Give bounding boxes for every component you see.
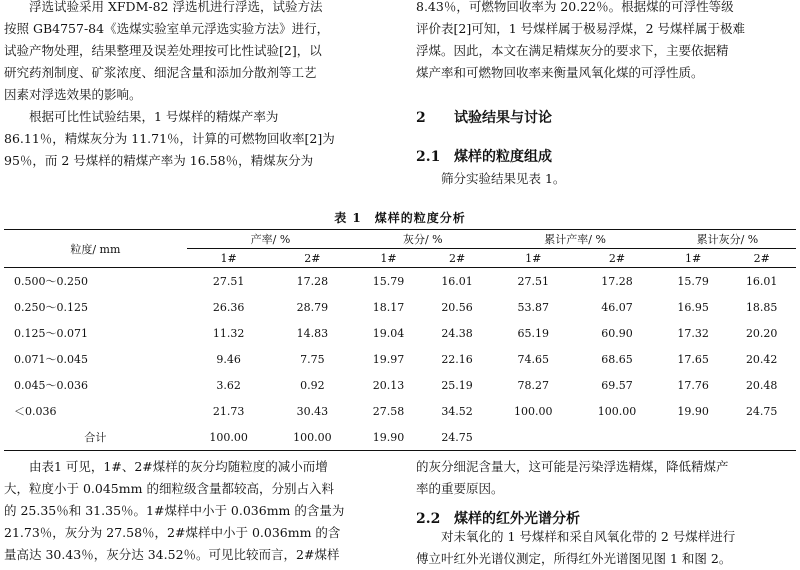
value-cell: 3.62 <box>216 378 241 392</box>
text-line: 由表1 可见，1#、2#煤样的灰分均随粒度的减小而增 <box>29 459 328 474</box>
value-cell: 27.58 <box>372 404 405 418</box>
text-line: 对未氧化的 1 号煤样和采自风氧化带的 2 号煤样进行 <box>441 529 736 544</box>
value-cell: 24.75 <box>423 424 492 451</box>
value-cell: 24.75 <box>745 404 778 418</box>
sub-header: 1# <box>659 249 728 268</box>
value-cell: 15.79 <box>372 274 405 288</box>
value-cell <box>727 424 796 451</box>
text-line: 86.11％，精煤灰分为 11.71％，计算的可燃物回收率[2]为 <box>4 131 335 146</box>
value-cell: 16.01 <box>745 274 778 288</box>
value-cell <box>491 424 575 451</box>
text-line: 根据可比性试验结果，1 号煤样的精煤产率为 <box>29 109 279 124</box>
text-line: 浮选试验采用 XFDM-82 浮选机进行浮选，试验方法 <box>29 0 323 14</box>
sub-header: 1# <box>187 249 271 268</box>
text-line: 浮煤。因此，本文在满足精煤灰分的要求下，主要依据精 <box>416 43 729 58</box>
text-line: 8.43％，可燃物回收率为 20.22％。根据煤的可浮性等级 <box>416 0 734 14</box>
table-row <box>4 268 796 295</box>
sub-header: 2# <box>727 249 796 268</box>
size-cell: 0.045～0.036 <box>14 379 88 392</box>
right-bottom-paragraph <box>416 456 796 500</box>
value-cell: 17.65 <box>677 352 709 366</box>
value-cell <box>659 424 728 451</box>
value-cell: 14.83 <box>296 326 329 340</box>
value-cell: 69.57 <box>601 378 633 392</box>
value-cell: 74.65 <box>517 352 549 366</box>
group-header: 灰分/ % <box>354 230 491 249</box>
value-cell: 11.32 <box>212 326 245 340</box>
size-cell: 0.125～0.071 <box>14 327 88 340</box>
value-cell: 27.51 <box>517 274 549 288</box>
value-cell: 16.95 <box>677 300 709 314</box>
value-cell: 20.13 <box>372 378 405 392</box>
text-line: 量高达 30.43％，灰分达 34.52％。可见比较而言，2#煤样 <box>4 547 340 562</box>
value-cell: 100.00 <box>597 404 637 418</box>
section-title: 煤样的红外光谱分析 <box>454 511 580 527</box>
value-cell: 16.01 <box>441 274 473 288</box>
group-header: 累计产率/ % <box>491 230 659 249</box>
section-heading-2 <box>416 107 552 127</box>
value-cell: 60.90 <box>601 326 633 340</box>
text-line: 率的重要原因。 <box>416 481 504 496</box>
value-cell: 21.73 <box>212 404 245 418</box>
value-cell: 26.36 <box>212 300 245 314</box>
table-row <box>4 372 796 398</box>
value-cell: 20.48 <box>745 378 778 392</box>
section-2-1-text: 筛分实验结果见表 1。 <box>441 171 566 186</box>
sub-header: 1# <box>491 249 575 268</box>
sub-header: 2# <box>423 249 492 268</box>
value-cell: 20.20 <box>745 326 778 340</box>
right-top-paragraph <box>416 0 796 84</box>
value-cell: 15.79 <box>677 274 709 288</box>
text-line: 按照 GB4757-84《选煤实验室单元浮选实验方法》进行， <box>4 21 330 36</box>
value-cell: 65.19 <box>517 326 549 340</box>
size-cell: 0.250～0.125 <box>14 301 88 314</box>
section-title: 试验结果与讨论 <box>454 110 552 126</box>
section-title: 煤样的粒度组成 <box>454 149 552 165</box>
section-number: 2.2 <box>416 511 441 527</box>
section-heading-2-1 <box>416 146 552 166</box>
text-line: 的灰分细泥含量大，这可能是污染浮选精煤，降低精煤产 <box>416 459 729 474</box>
left-bottom-paragraph <box>4 456 384 566</box>
left-top-paragraph <box>4 0 384 172</box>
value-cell: 28.79 <box>296 300 329 314</box>
size-cell: ＜0.036 <box>14 405 57 418</box>
section-number: 2 <box>416 110 426 126</box>
value-cell: 27.51 <box>212 274 245 288</box>
group-header: 产率/ % <box>187 230 355 249</box>
value-cell: 30.43 <box>296 404 329 418</box>
text-line: 傅立叶红外光谱仪测定，所得红外光谱图见图 1 和图 2。 <box>416 551 732 566</box>
value-cell: 17.28 <box>296 274 329 288</box>
text-line: 研究药剂制度、矿浆浓度、细泥含量和添加分散剂等工艺 <box>4 65 317 80</box>
value-cell: 17.32 <box>677 326 709 340</box>
text-line: 评价表[2]可知，1 号煤样属于极易浮煤，2 号煤样属于极难 <box>416 21 746 36</box>
table-row <box>4 346 796 372</box>
table-row <box>4 294 796 320</box>
size-cell: 0.500～0.250 <box>14 275 88 288</box>
size-cell: 0.071～0.045 <box>14 353 88 366</box>
text-line: 因素对浮选效果的影响。 <box>4 87 142 102</box>
value-cell: 7.75 <box>300 352 325 366</box>
value-cell: 34.52 <box>441 404 473 418</box>
value-cell: 78.27 <box>517 378 549 392</box>
value-cell: 24.38 <box>441 326 473 340</box>
table-row <box>4 398 796 424</box>
value-cell: 100.00 <box>187 424 271 451</box>
value-cell: 0.92 <box>300 378 325 392</box>
col-header-size: 粒度/ mm <box>4 230 187 268</box>
sub-header: 2# <box>575 249 659 268</box>
value-cell: 20.42 <box>745 352 778 366</box>
value-cell: 68.65 <box>601 352 633 366</box>
value-cell: 100.00 <box>513 404 553 418</box>
text-line: 大，粒度小于 0.045mm 的细粒级含量都较高，分别占入料 <box>4 481 334 496</box>
text-line: 21.73％，灰分为 27.58％，2#煤样中小于 0.036mm 的含 <box>4 525 341 540</box>
sub-header: 2# <box>271 249 355 268</box>
table-row <box>4 320 796 346</box>
value-cell: 25.19 <box>441 378 473 392</box>
group-header: 累计灰分/ % <box>659 230 796 249</box>
value-cell: 19.97 <box>372 352 405 366</box>
value-cell: 17.28 <box>601 274 633 288</box>
value-cell: 22.16 <box>441 352 473 366</box>
text-line: 的 25.35％和 31.35％。1#煤样中小于 0.036mm 的含量为 <box>4 503 345 518</box>
value-cell: 18.17 <box>372 300 405 314</box>
section-2-2-text <box>416 526 796 570</box>
particle-size-table <box>4 229 796 451</box>
table-row <box>4 424 796 451</box>
size-cell: 合计 <box>4 424 187 451</box>
text-line: 煤产率和可燃物回收率来衡量风氧化煤的可浮性质。 <box>416 65 704 80</box>
value-cell: 17.76 <box>677 378 709 392</box>
value-cell: 18.85 <box>745 300 778 314</box>
value-cell: 53.87 <box>517 300 549 314</box>
sub-header: 1# <box>354 249 423 268</box>
value-cell: 100.00 <box>271 424 355 451</box>
table-caption: 表 1 煤样的粒度分析 <box>334 211 466 225</box>
section-heading-2-2 <box>416 508 580 528</box>
value-cell <box>575 424 659 451</box>
value-cell: 20.56 <box>441 300 473 314</box>
value-cell: 19.90 <box>677 404 709 418</box>
text-line: 试验产物处理，结果整理及误差处理按可比性试验[2]，以 <box>4 43 322 58</box>
value-cell: 19.90 <box>354 424 423 451</box>
text-line: 95％，而 2 号煤样的精煤产率为 16.58％，精煤灰分为 <box>4 153 314 168</box>
section-number: 2.1 <box>416 149 441 165</box>
value-cell: 19.04 <box>372 326 405 340</box>
value-cell: 9.46 <box>216 352 241 366</box>
value-cell: 46.07 <box>601 300 633 314</box>
